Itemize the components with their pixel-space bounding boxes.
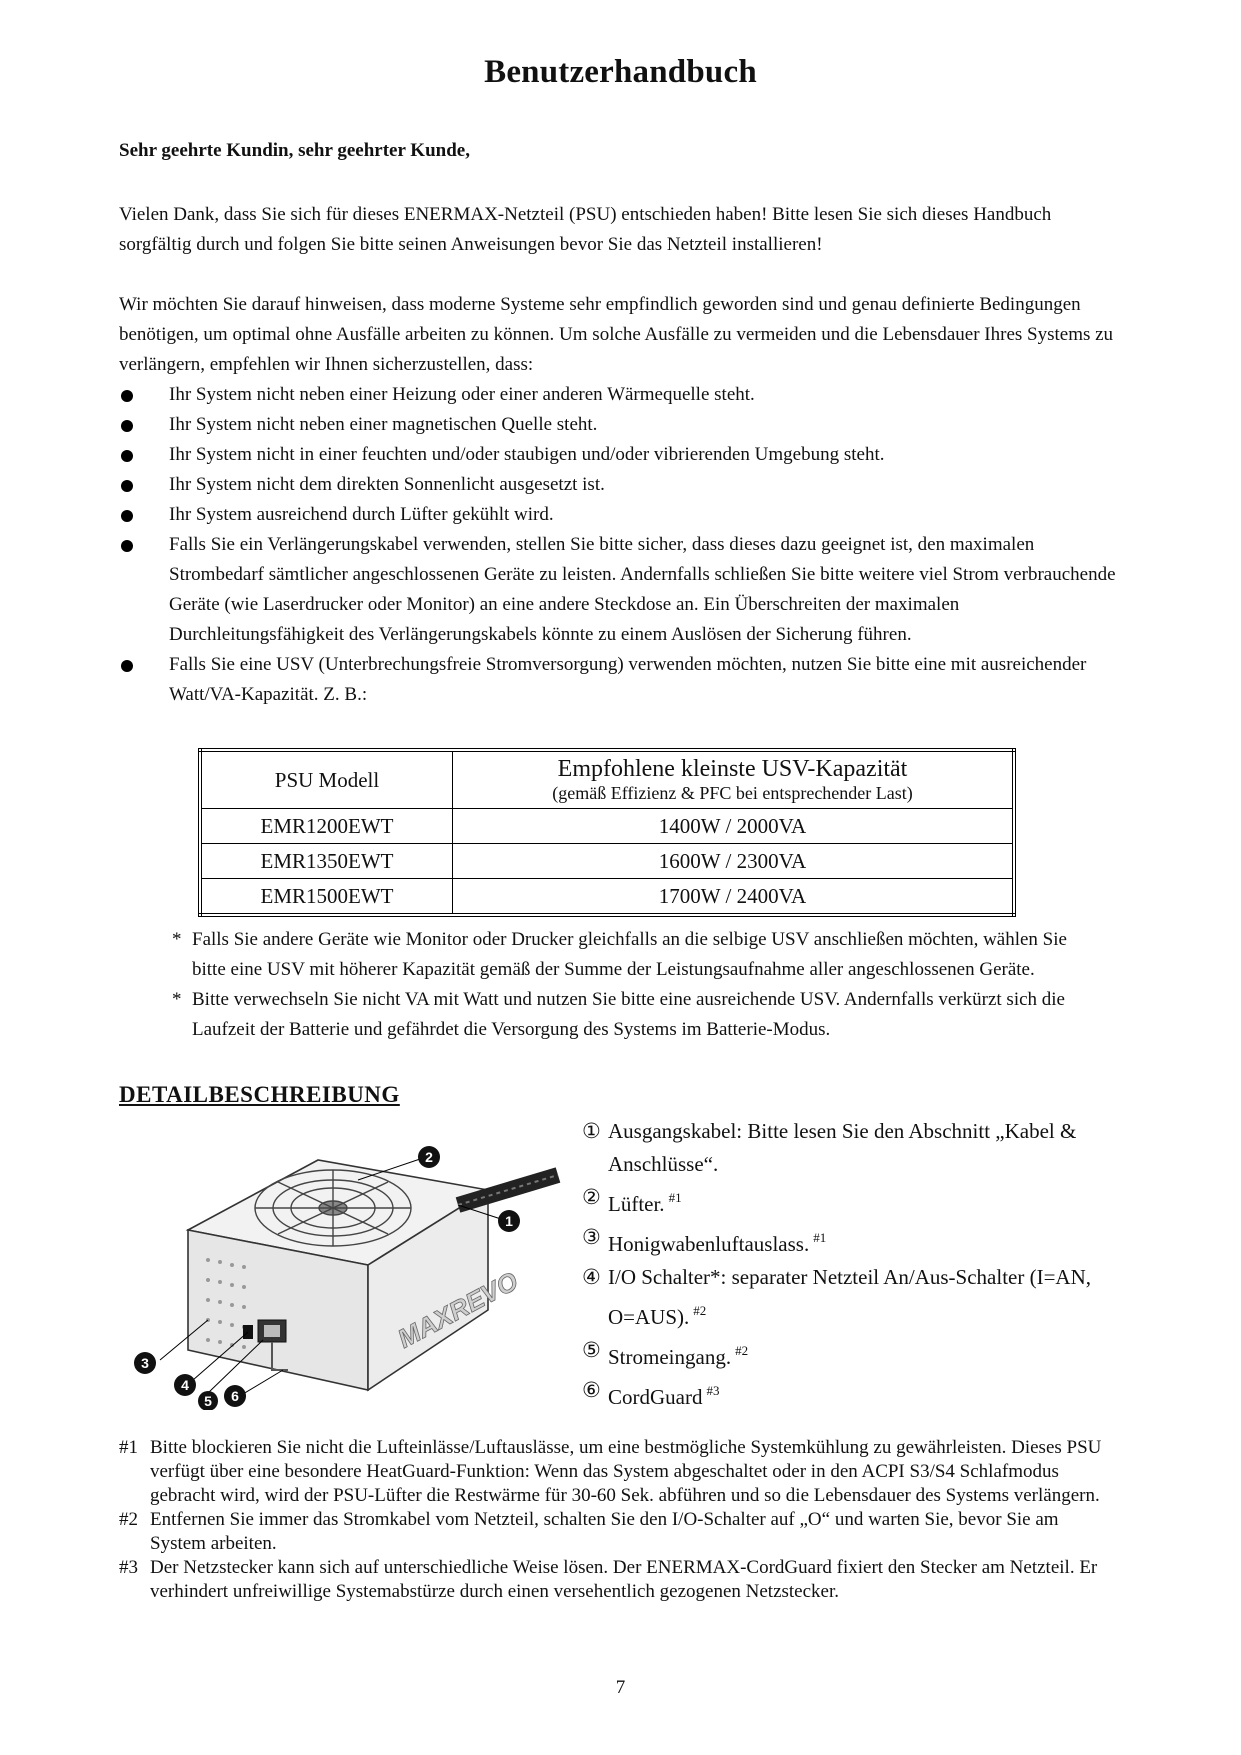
page-title: Benutzerhandbuch [484,54,757,90]
bullet-icon [121,510,133,522]
legend-number: ② [582,1185,601,1209]
list-item-text: Ihr System nicht dem direkten Sonnenlicht ausgesetzt ist. [169,474,605,495]
intro-paragraph: Vielen Dank, dass Sie sich für dieses ENERMAX-Netzteil (PSU) entschieden haben! Bitte lesen Sie sich dieses Handbuch sorgfältig durch und folgen Sie bitte seinen Anweisungen bevor Sie das Netzteil installieren! [119,204,1052,255]
model-cell: EMR1200EWT [200,809,453,844]
warning-paragraph: Wir möchten Sie darauf hinweisen, dass moderne Systeme sehr empfindlich geworden sind und genau definierte Bedingungen benötigen, um optimal ohne Ausfälle arbeiten zu können. Um solche Ausfälle zu vermeiden und die Lebensdauer Ihres Systems zu verlängern, empfehlen wir Ihnen sicherzustellen, dass: [119,294,1114,375]
note-text: Bitte verwechseln Sie nicht VA mit Watt und nutzen Sie bitte eine ausreichende USV. Andernfalls verkürzt sich die Laufzeit der Batterie und gefährdet die Versorgung des Systems im Batterie-Modus. [192,989,1065,1040]
footnotes [119,1436,1119,1604]
list-item [119,530,1119,650]
legend-text: Stromeingang. [608,1345,732,1369]
column-header-model: PSU Modell [200,750,453,809]
legend-item [582,1181,1122,1221]
footnote-text: Entfernen Sie immer das Stromkabel vom Netzteil, schalten Sie den I/O-Schalter auf „O“ und warten Sie, bevor Sie am System arbeiten. [150,1509,1059,1554]
callout-label: 2 [425,1149,433,1165]
bullet-icon [121,420,133,432]
note-marker: * [172,989,182,1010]
table-header-row [200,750,1014,809]
footnote-ref: #2 [735,1343,749,1358]
footnote-ref: #1 [813,1230,827,1245]
footnote-ref: #3 [706,1383,720,1398]
footnote-item [119,1556,1119,1604]
list-item-text: Ihr System nicht in einer feuchten und/oder staubigen und/oder vibrierenden Umgebung steht. [169,444,885,465]
list-item-text: Falls Sie eine USV (Unterbrechungsfreie Stromversorgung) verwenden möchten, nutzen Sie bitte eine mit ausreichender Watt/VA-Kapazität. Z. B.: [169,654,1087,705]
table-row [200,844,1014,879]
callout-label: 4 [181,1377,189,1393]
legend-text: CordGuard [608,1385,703,1409]
requirements-list [119,380,1119,710]
section-heading: DETAILBESCHREIBUNG [119,1082,400,1107]
legend-number: ④ [582,1265,601,1289]
footnote-ref: #1 [668,1190,682,1205]
callout-label: 6 [231,1388,239,1404]
bullet-icon [121,390,133,402]
callout-6-marker [222,1383,248,1409]
legend-number: ⑤ [582,1338,601,1362]
component-legend [582,1115,1122,1414]
table-row [200,809,1014,844]
list-item [119,650,1119,710]
legend-number: ⑥ [582,1378,601,1402]
callout-label: 3 [141,1355,149,1371]
footnote-text: Der Netzstecker kann sich auf unterschiedliche Weise lösen. Der ENERMAX-CordGuard fixiert den Stecker am Netzteil. Er verhindert unfreiwillige Systemabstürze durch einen versehentlich gezogenen Netzstecker. [150,1557,1098,1602]
ups-capacity-table [198,748,1016,917]
callout-label: 1 [505,1213,513,1229]
list-item [119,410,1119,440]
list-item-text: Falls Sie ein Verlängerungskabel verwenden, stellen Sie bitte sicher, dass dieses dazu geeignet ist, den maximalen Strombedarf sämtlicher angeschlossenen Geräte zu leisten. Andernfalls schließen Sie bitte weitere viel Strom verbrauchende Geräte (wie Laserdrucker oder Monitor) an eine andere Steckdose an. Ein Überschreiten der maximalen Durchleitungsfähigkeit des Verlängerungskabels könnte zu einem Auslösen der Sicherung führen. [169,534,1116,645]
list-item-text: Ihr System nicht neben einer Heizung oder einer anderen Wärmequelle steht. [169,384,755,405]
legend-item [582,1221,1122,1261]
list-item-text: Ihr System ausreichend durch Lüfter gekühlt wird. [169,504,554,525]
capacity-cell: 1600W / 2300VA [453,844,1015,879]
capacity-header-subtitle: (gemäß Effizienz & PFC bei entsprechender Last) [552,783,913,803]
list-item [119,500,1119,530]
note-item [172,985,1072,1045]
capacity-cell: 1700W / 2400VA [453,879,1015,916]
legend-item [582,1334,1122,1374]
bullet-icon [121,660,133,672]
footnote-key: #1 [119,1437,138,1458]
legend-text: Ausgangskabel: Bitte lesen Sie den Abschnitt „Kabel & Anschlüsse“. [608,1119,1077,1176]
footnote-ref: #2 [693,1303,707,1318]
table-row [200,879,1014,916]
legend-text: Honigwabenluftauslass. [608,1232,810,1256]
list-item [119,470,1119,500]
list-item-text: Ihr System nicht neben einer magnetischen Quelle steht. [169,414,598,435]
list-item [119,380,1119,410]
note-marker: * [172,929,182,950]
page-number: 7 [615,1677,626,1698]
psu-illustration [128,1120,568,1410]
capacity-cell: 1400W / 2000VA [453,809,1015,844]
ups-notes [172,925,1072,1045]
footnote-item [119,1436,1119,1508]
salutation: Sehr geehrte Kundin, sehr geehrter Kunde, [119,140,470,161]
legend-number: ③ [582,1225,601,1249]
legend-item [582,1374,1122,1414]
legend-number: ① [582,1119,601,1143]
note-text: Falls Sie andere Geräte wie Monitor oder Drucker gleichfalls an die selbige USV anschließen möchten, wählen Sie bitte eine USV mit höherer Kapazität gemäß der Summe der Leistungsaufnahme aller angeschlossenen Geräte. [192,929,1067,980]
callout-label: 5 [204,1393,212,1409]
legend-item [582,1115,1122,1181]
footnote-key: #2 [119,1509,138,1530]
fan-icon [255,1170,411,1246]
bullet-icon [121,450,133,462]
footnote-key: #3 [119,1557,138,1578]
legend-text: I/O Schalter*: separater Netzteil An/Aus-Schalter (I=AN, O=AUS). [608,1265,1092,1329]
legend-text: Lüfter. [608,1192,665,1216]
footnote-item [119,1508,1119,1556]
brand-text: MAXREVO [392,1265,523,1354]
model-cell: EMR1350EWT [200,844,453,879]
column-header-capacity [453,750,1015,809]
footnote-text: Bitte blockieren Sie nicht die Lufteinlässe/Luftauslässe, um eine bestmögliche Systemkühlung zu gewährleisten. Dieses PSU verfügt über eine besondere HeatGuard-Funktion: Wenn das System abgeschaltet oder in den ACPI S3/S4 Schlafmodus gebracht wird, wird der PSU-Lüfter die Restwärme für 30-60 Sek. abführen und so die Lebensdauer des Systems verlängern. [150,1437,1102,1506]
capacity-header-title: Empfohlene kleinste USV-Kapazität [557,756,908,782]
legend-item [582,1261,1122,1334]
list-item [119,440,1119,470]
model-cell: EMR1500EWT [200,879,453,916]
note-item [172,925,1072,985]
bullet-icon [121,480,133,492]
bullet-icon [121,540,133,552]
